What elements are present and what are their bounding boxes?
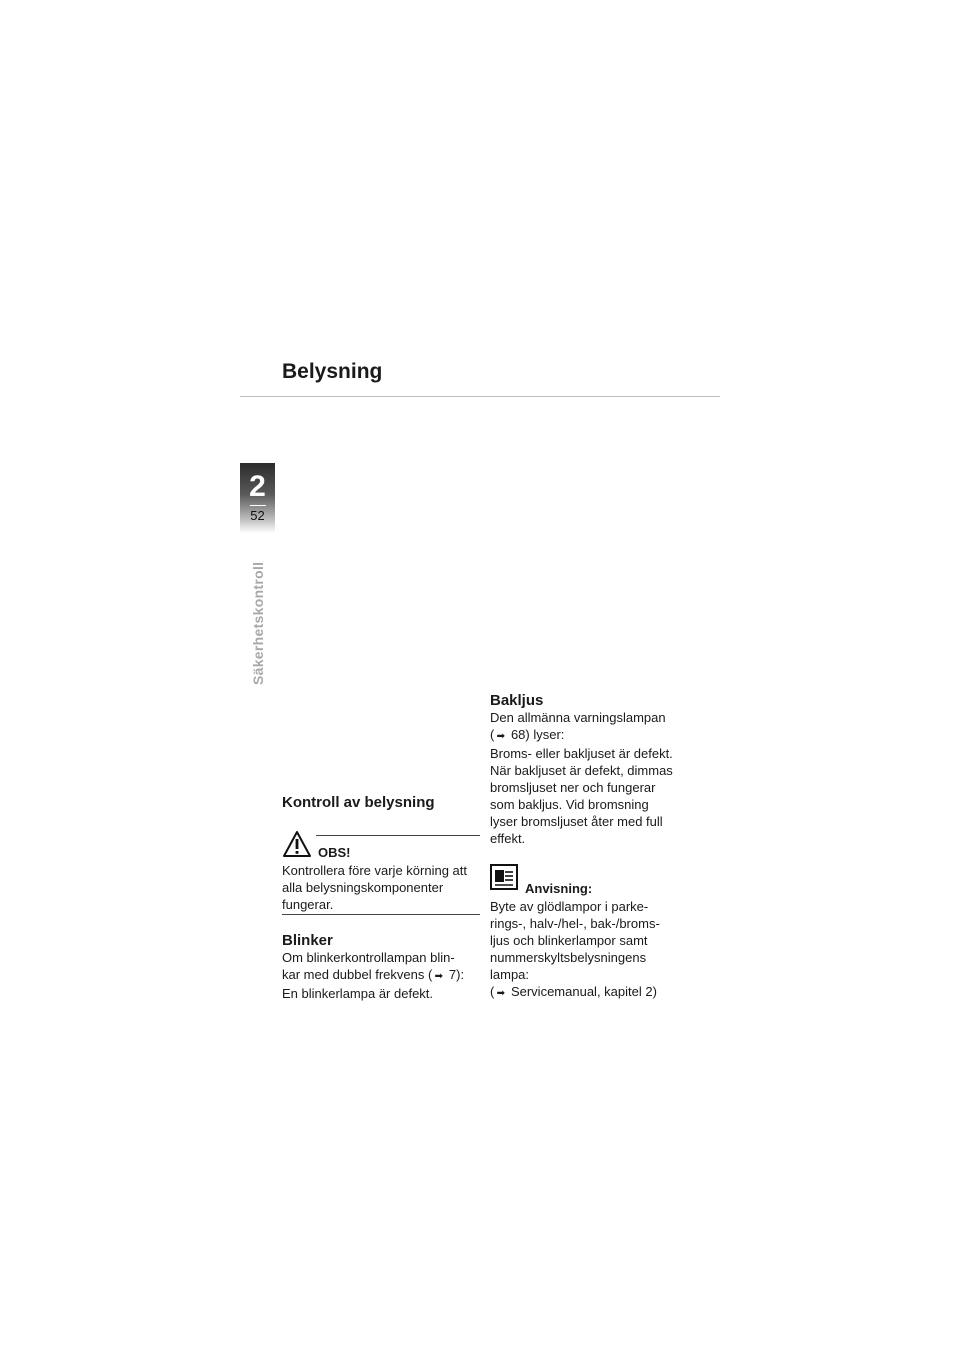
chapter-side-label: Säkerhetskontroll <box>250 561 266 685</box>
bakljus-line: När bakljuset är defekt, dimmas <box>490 763 673 778</box>
bakljus-text <box>490 709 673 847</box>
hint-ref-end: Servicemanual, kapitel 2) <box>507 984 657 999</box>
bakljus-line-end: 68) lyser: <box>507 727 565 742</box>
warning-triangle-icon <box>282 830 312 858</box>
warning-label: OBS! <box>318 845 351 860</box>
page-ref-arrow-icon: ➡ <box>434 971 443 982</box>
blinker-line-start: kar med dubbel frekvens ( <box>282 967 433 982</box>
section-heading-blinker: Blinker <box>282 932 333 949</box>
bakljus-line: Den allmänna varningslampan <box>490 710 666 725</box>
hint-line: Byte av glödlampor i parke- <box>490 899 649 914</box>
bakljus-line <box>490 726 673 745</box>
section-heading-bakljus: Bakljus <box>490 692 544 709</box>
warning-line: Kontrollera före varje körning att <box>282 863 467 878</box>
blinker-text <box>282 949 464 1002</box>
bakljus-line: bromsljuset ner och fungerar <box>490 780 656 795</box>
warning-line: fungerar. <box>282 897 334 912</box>
page-ref-arrow-icon: ➡ <box>496 988 506 999</box>
warning-line: alla belysningskomponenter <box>282 880 444 895</box>
hint-line: rings-, halv-/hel-, bak-/broms- <box>490 916 660 931</box>
warning-bottom-rule <box>282 914 480 915</box>
title-divider <box>240 396 720 397</box>
blinker-line-end: 7): <box>445 967 465 982</box>
blinker-line: Om blinkerkontrollampan blin- <box>282 950 455 965</box>
bakljus-line: effekt. <box>490 831 526 846</box>
open-paren: ( <box>490 984 495 999</box>
hint-line: ljus och blinkerlampor samt <box>490 933 648 948</box>
blinker-line <box>282 966 464 985</box>
chapter-divider <box>250 505 266 506</box>
blinker-line: En blinkerlampa är defekt. <box>282 986 434 1001</box>
warning-text <box>282 862 467 913</box>
warning-top-rule <box>316 835 480 836</box>
hint-line: nummerskyltsbelysningens <box>490 950 647 965</box>
page-number: 52 <box>250 508 265 523</box>
hint-line: lampa: <box>490 967 530 982</box>
hint-label: Anvisning: <box>525 881 593 896</box>
page-ref-arrow-icon: ➡ <box>496 731 506 742</box>
hint-line <box>490 983 660 1002</box>
open-paren: ( <box>490 727 495 742</box>
page-title: Belysning <box>282 360 383 383</box>
chapter-number: 2 <box>249 470 266 503</box>
section-heading-kontroll: Kontroll av belysning <box>282 794 435 811</box>
bakljus-line: som bakljus. Vid bromsning <box>490 797 649 812</box>
bakljus-line: Broms- eller bakljuset är defekt. <box>490 746 673 761</box>
hint-note-icon <box>490 864 518 890</box>
bakljus-line: lyser bromsljuset åter med full <box>490 814 663 829</box>
hint-text <box>490 898 660 1002</box>
